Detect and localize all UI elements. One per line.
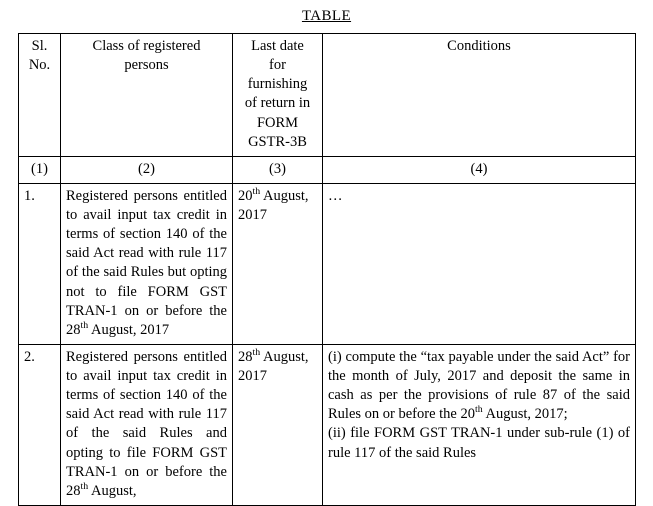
row-2-class-text-part2: August,: [88, 482, 137, 499]
row-1-sl-no: 1.: [19, 183, 61, 344]
table-column-number-row: [19, 156, 636, 183]
row-2-condition-i-part2: August, 2017;: [482, 406, 568, 423]
row-2-class-of-persons: [61, 344, 233, 505]
row-1-class-of-persons: [61, 183, 233, 344]
row-2-condition-ii: (ii) file FORM GST TRAN-1 under sub-rule (1) of rule 117 of the said Rules: [328, 425, 630, 461]
column-number-1: (1): [19, 156, 61, 183]
header-sl-no: [19, 34, 61, 157]
column-number-3: (3): [233, 156, 323, 183]
row-2-sl-no: 2.: [19, 344, 61, 505]
row-1-last-date-ordinal-suffix: th: [252, 186, 261, 198]
header-class-of-persons: [61, 34, 233, 157]
gstr3b-due-date-table: [18, 33, 636, 506]
header-class-line2: persons: [124, 57, 169, 74]
header-last-date-line1: Last date: [251, 38, 304, 54]
row-2-conditions: [323, 344, 636, 505]
header-last-date: [233, 34, 323, 157]
header-conditions: Conditions: [323, 34, 636, 157]
header-last-date-line5: FORM: [256, 114, 299, 131]
row-1-last-date: [233, 183, 323, 344]
header-last-date-line2: for: [269, 57, 286, 74]
row-1-class-text-part1: Registered persons entitled to avail input tax credit in terms of section 140 of the said Act read with rule 117 of the said Rules but opting not to file FORM GST TRAN-1 on or before the 28: [66, 187, 227, 338]
header-sl-no-line1: Sl.: [31, 38, 48, 54]
row-2-last-date-ordinal-suffix: th: [252, 347, 261, 359]
table-header-row: [19, 34, 636, 157]
header-last-date-line3: furnishing: [247, 76, 308, 93]
table-row: [19, 183, 636, 344]
row-2-class-text-part1: Registered persons entitled to avail input tax credit in terms of section 140 of the said Act read with rule 117 of the said Rules and opting to file FORM GST TRAN-1 on or before the 28: [66, 348, 227, 499]
column-number-2: (2): [61, 156, 233, 183]
row-2-condition-i-part1: (i) compute the “tax payable under the said Act” for the month of July, 2017 and deposit the same in cash as per the provisions of rule 87 of the said Rules on or before the 20: [328, 348, 630, 423]
header-last-date-line6: GSTR-3B: [248, 133, 307, 150]
table-row: [19, 344, 636, 505]
row-2-condition-i: [328, 348, 630, 425]
header-sl-no-line2: No.: [28, 57, 51, 74]
header-class-line1: Class of registered: [92, 38, 201, 54]
row-2-class-ordinal-suffix: th: [80, 480, 89, 492]
row-1-conditions: [323, 183, 636, 344]
row-2-last-date-part2: August, 2017: [238, 348, 309, 384]
row-1-conditions-text: …: [328, 187, 344, 204]
row-1-class-ordinal-suffix: th: [80, 319, 89, 331]
row-1-class-text-part2: August, 2017: [88, 321, 170, 338]
row-2-condition-i-ordinal-suffix: th: [474, 404, 483, 416]
row-1-last-date-part1: 20: [238, 187, 253, 204]
row-2-last-date-part1: 28: [238, 348, 253, 365]
header-last-date-line4: of return in: [244, 95, 311, 112]
row-1-last-date-part2: August, 2017: [238, 187, 309, 223]
page-title: TABLE: [301, 8, 352, 24]
row-2-last-date: [233, 344, 323, 505]
column-number-4: (4): [323, 156, 636, 183]
